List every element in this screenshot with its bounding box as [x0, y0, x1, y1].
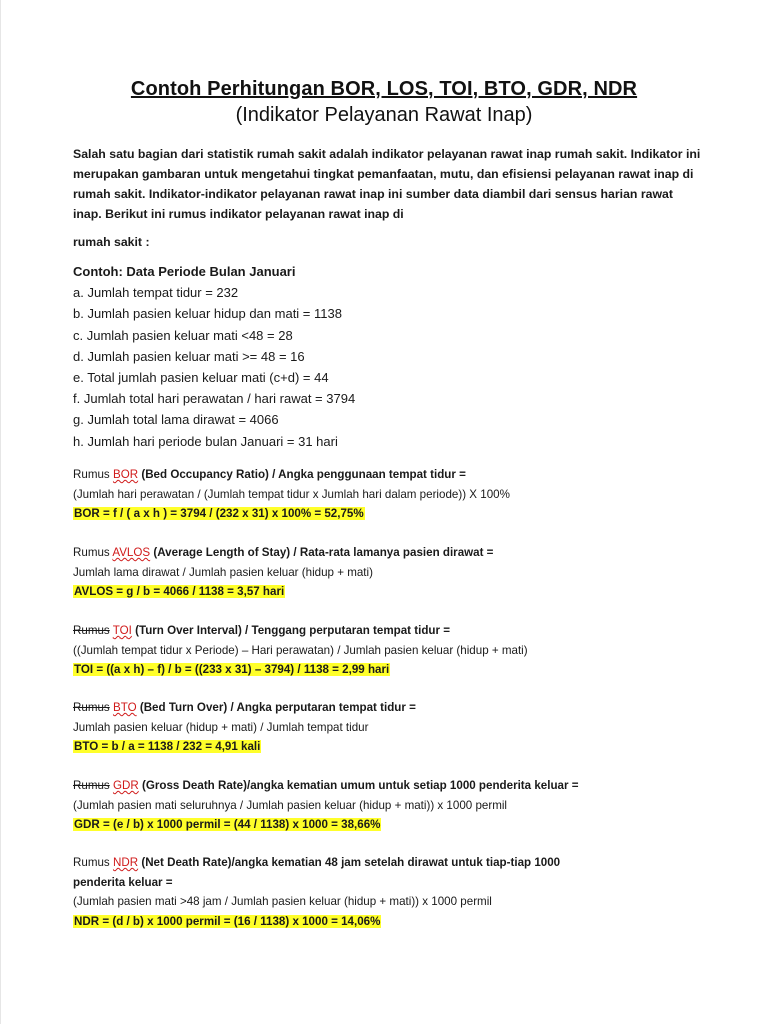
formula-avlos	[73, 543, 713, 602]
formula-ndr-heading	[73, 853, 713, 873]
formula-gdr-desc: (Gross Death Rate)/angka kematian umum untuk setiap 1000 penderita keluar =	[141, 779, 579, 792]
formula-ndr-result: NDR = (d / b) x 1000 permil = (16 / 1138) x 1000 = 14,06%	[74, 914, 381, 928]
formula-toi-heading	[73, 621, 713, 641]
data-item-e: e. Total jumlah pasien keluar mati (c+d) = 44	[73, 370, 329, 386]
abbr-bto: BTO	[112, 701, 137, 714]
formula-bor	[73, 465, 713, 524]
formula-toi	[73, 621, 713, 680]
abbr-avlos: AVLOS	[112, 546, 151, 559]
formula-bto-desc: (Bed Turn Over) / Angka perputaran tempat tidur =	[139, 701, 416, 714]
intro-paragraph	[73, 144, 703, 252]
data-item-f: f. Jumlah total hari perawatan / hari rawat = 3794	[73, 391, 356, 407]
formula-bor-result: BOR = f / ( a x h ) = 3794 / (232 x 31) x 100% = 52,75%	[74, 507, 364, 520]
example-data	[73, 261, 703, 452]
rumus-label: Rumus	[73, 468, 110, 481]
formula-avlos-heading	[73, 543, 713, 563]
rumus-label: Rumus	[73, 546, 110, 559]
formula-toi-desc: (Turn Over Interval) / Tenggang perputaran tempat tidur =	[135, 624, 451, 637]
formula-toi-result: TOI = ((a x h) – f) / b = ((233 x 31) – 3794) / 1138 = 2,99 hari	[74, 663, 390, 676]
formula-bto-heading	[73, 698, 713, 718]
formula-avlos-desc: (Average Length of Stay) / Rata-rata lamanya pasien dirawat =	[153, 546, 494, 559]
formula-gdr-expression: (Jumlah pasien mati seluruhnya / Jumlah pasien keluar (hidup + mati)) x 1000 permil	[73, 798, 508, 812]
formula-bor-heading	[73, 465, 713, 485]
abbr-toi: TOI	[112, 624, 132, 637]
formula-bor-expression: (Jumlah hari perawatan / (Jumlah tempat tidur x Jumlah hari dalam periode)) X 100%	[73, 487, 510, 501]
formula-gdr-heading	[73, 776, 713, 796]
abbr-bor: BOR	[112, 468, 139, 481]
formula-ndr-desc-cont: penderita keluar =	[73, 875, 173, 889]
rumus-label: Rumus	[73, 779, 110, 792]
rumus-label: Rumus	[73, 701, 110, 714]
intro-text: Salah satu bagian dari statistik rumah sakit adalah indikator pelayanan rawat inap rumah sakit. Indikator ini merupakan gambaran untuk mengetahui tingkat pemanfaatan, mutu, dan efisiensi pelayanan rawat inap di rumah sakit. Indikator-indikator pelayanan rawat inap ini sumber data diambil dari sensus harian rawat inap. Berikut ini rumus indikator pelayanan rawat inap di	[73, 147, 701, 221]
data-item-a: a. Jumlah tempat tidur = 232	[73, 285, 239, 301]
intro-text-end: rumah sakit :	[73, 235, 150, 249]
formula-ndr-expression: (Jumlah pasien mati >48 jam / Jumlah pasien keluar (hidup + mati)) x 1000 permil	[73, 895, 492, 908]
formula-bto	[73, 698, 713, 757]
formula-bto-result: BTO = b / a = 1138 / 232 = 4,91 kali	[74, 740, 261, 753]
document-title: Contoh Perhitungan BOR, LOS, TOI, BTO, GDR, NDR	[130, 78, 638, 100]
formula-ndr	[73, 853, 713, 931]
formula-avlos-expression: Jumlah lama dirawat / Jumlah pasien keluar (hidup + mati)	[73, 565, 373, 579]
example-data-heading: Contoh: Data Periode Bulan Januari	[73, 264, 296, 279]
rumus-label: Rumus	[73, 856, 110, 869]
formula-bto-expression: Jumlah pasien keluar (hidup + mati) / Jumlah tempat tidur	[73, 720, 369, 734]
formula-avlos-result: AVLOS = g / b = 4066 / 1138 = 3,57 hari	[74, 585, 285, 598]
page-edge	[0, 0, 1, 1024]
abbr-gdr: GDR	[112, 779, 139, 792]
data-item-d: d. Jumlah pasien keluar mati >= 48 = 16	[73, 348, 305, 364]
document-subtitle: (Indikator Pelayanan Rawat Inap)	[235, 104, 533, 126]
formula-gdr-result: GDR = (e / b) x 1000 permil = (44 / 1138) x 1000 = 38,66%	[74, 818, 381, 831]
formula-ndr-desc: (Net Death Rate)/angka kematian 48 jam setelah dirawat untuk tiap-tiap 1000	[141, 856, 561, 869]
formula-toi-expression: ((Jumlah tempat tidur x Periode) – Hari perawatan) / Jumlah pasien keluar (hidup + mati)	[73, 643, 528, 657]
data-item-c: c. Jumlah pasien keluar mati <48 = 28	[73, 327, 293, 343]
formula-bor-desc: (Bed Occupancy Ratio) / Angka penggunaan tempat tidur =	[141, 468, 466, 481]
formula-gdr	[73, 776, 713, 835]
data-item-b: b. Jumlah pasien keluar hidup dan mati = 1138	[73, 306, 342, 322]
rumus-label: Rumus	[73, 624, 110, 637]
data-item-g: g. Jumlah total lama dirawat = 4066	[73, 412, 279, 428]
data-item-h: h. Jumlah hari periode bulan Januari = 31 hari	[73, 433, 338, 449]
abbr-ndr: NDR	[112, 856, 139, 869]
